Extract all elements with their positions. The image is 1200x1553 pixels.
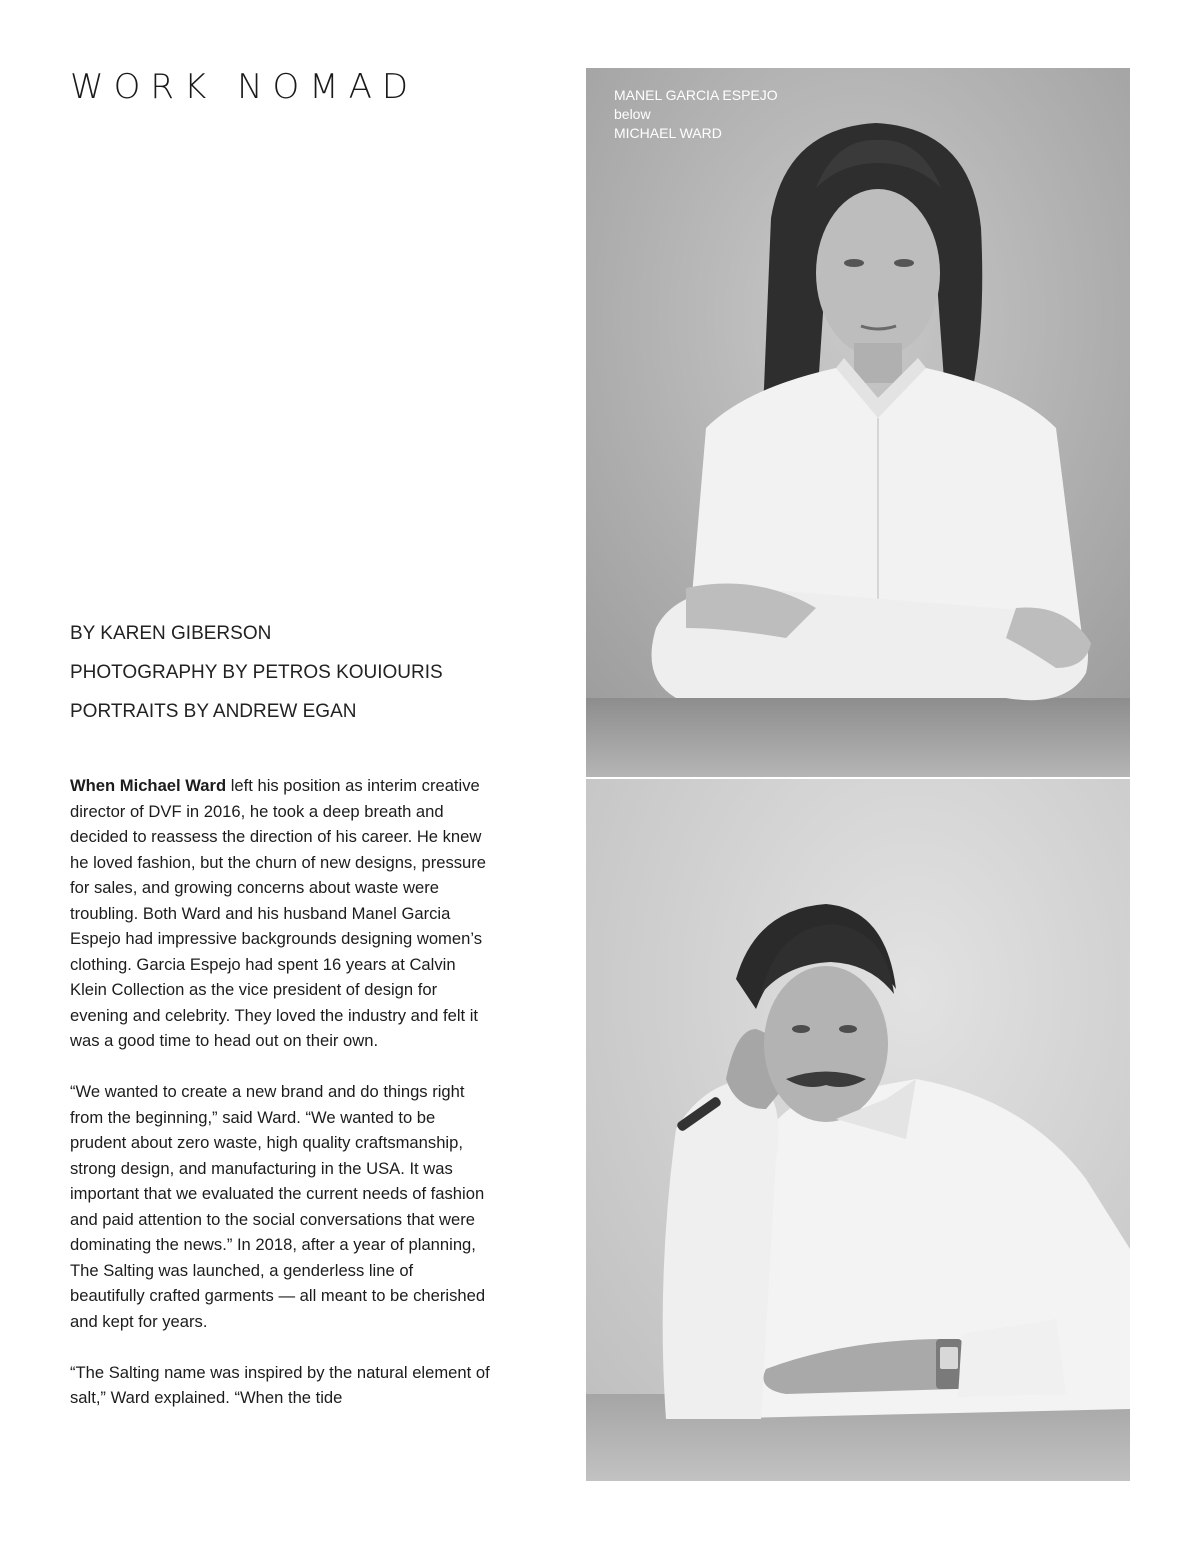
byline-portraits: PORTRAITS BY ANDREW EGAN xyxy=(70,701,357,722)
byline-photography: PHOTOGRAPHY BY PETROS KOUIOURIS xyxy=(70,662,443,683)
article-paragraph: “The Salting name was inspired by the natural element of salt,” Ward explained. “When the tide xyxy=(70,1362,490,1407)
article-paragraph: “We wanted to create a new brand and do things right from the beginning,” said Ward. “We wanted to be prudent about zero waste, high quality craftsmanship, strong design, and manufacturing in the USA. It was important that we evaluated the current needs of fashion and paid attention to the social conversations that were dominating the news.” In 2018, after a year of planning, The Salting was launched, a genderless line of beautifully crafted garments — all meant to be cherished and kept for years. xyxy=(70,1082,486,1331)
portrait-photo-manel-garcia-espejo xyxy=(586,68,1130,777)
caption-below: below xyxy=(614,106,651,122)
article-credits xyxy=(70,614,540,731)
caption-name-bottom: MICHAEL WARD xyxy=(614,125,722,141)
lead-in: When Michael Ward xyxy=(70,776,227,795)
page-title: WORK NOMAD xyxy=(70,67,419,107)
portrait-photo-michael-ward xyxy=(586,779,1130,1481)
article-paragraph xyxy=(70,773,490,1054)
photo-caption xyxy=(614,86,778,143)
byline-author: BY KAREN GIBERSON xyxy=(70,623,272,644)
paragraph-text: left his position as interim creative director of DVF in 2016, he took a deep breath and decided to reassess the direction of his career. He knew he loved fashion, but the churn of new designs, pressure for sales, and growing concerns about waste were troubling. Both Ward and his husband Manel Garcia Espejo had impressive backgrounds designing women’s clothing. Garcia Espejo had spent 16 years at Calvin Klein Collection as the vice president of design for evening and celebrity. They loved the industry and felt it was a good time to head out on their own. xyxy=(70,776,487,1050)
article-body xyxy=(70,773,490,1436)
caption-name-top: MANEL GARCIA ESPEJO xyxy=(614,87,778,103)
